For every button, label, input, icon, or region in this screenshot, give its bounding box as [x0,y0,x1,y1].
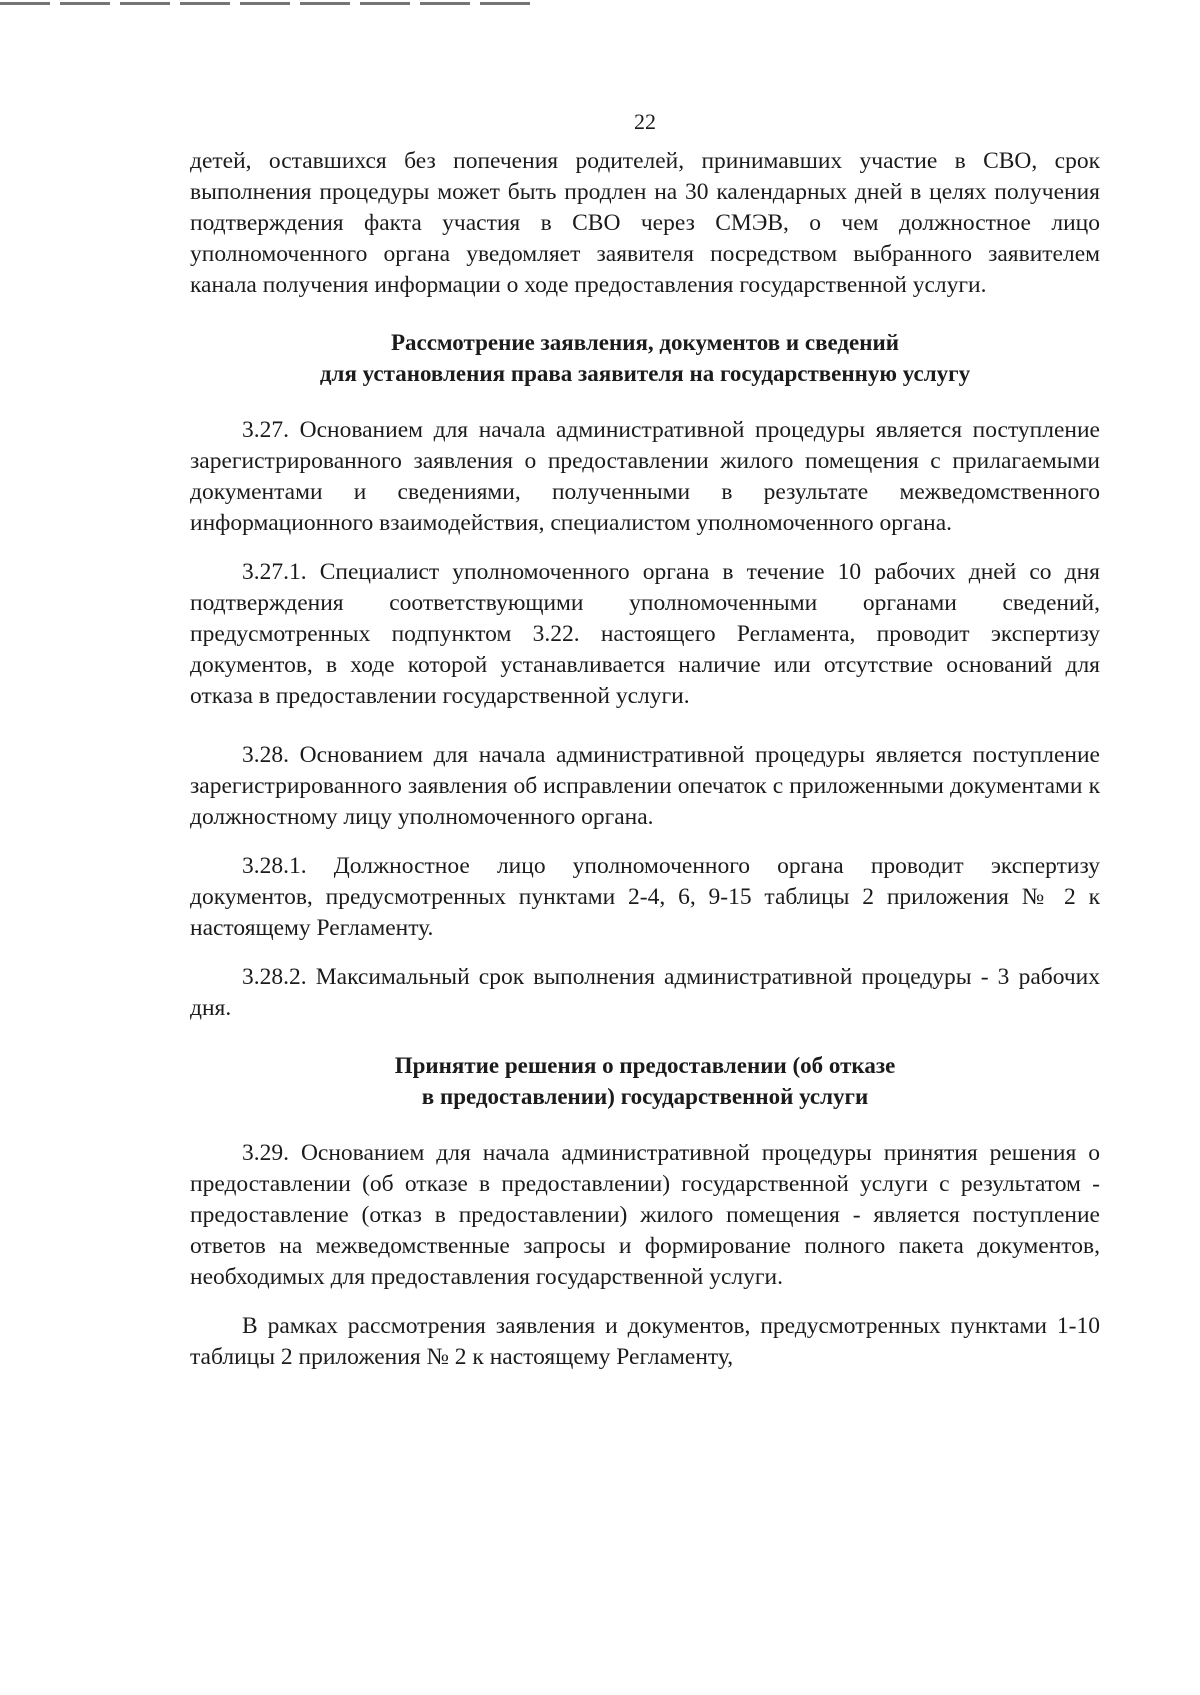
document-page [190,108,1100,1373]
scan-top-edge-line [0,2,540,5]
paragraph-3-27: 3.27. Основанием для начала административной процедуры является поступление зарегистрированного заявления о предоставлении жилого помещения с прилагаемыми документами и сведениями, полученными в результате межведомственного информационного взаимодействия, специалистом уполномоченного органа. [190,417,1100,536]
paragraph-3-28: 3.28. Основанием для начала административной процедуры является поступление зарегистрированного заявления об исправлении опечаток с приложенными документами к должностному лицу уполномоченного органа. [190,742,1100,830]
page-number: 22 [634,109,656,134]
section-heading-decision [190,1050,1100,1112]
paragraph-3-29: 3.29. Основанием для начала административной процедуры принятия решения о предоставлении (об отказе в предоставлении) государственной услуги с результатом - предоставление (отказ в предоставлении) жилого помещения - является поступление ответов на межведомственные запросы и формирование полного пакета документов, необходимых для предоставления государственной услуги. [190,1140,1100,1290]
section-heading-review [190,327,1100,389]
paragraph-3-28-1: 3.28.1. Должностное лицо уполномоченного органа проводит экспертизу документов, предусмотренных пунктами 2-4, 6, 9-15 таблицы 2 приложения № 2 к настоящему Регламенту. [190,853,1100,941]
section-heading-decision-line1: Принятие решения о предоставлении (об отказе [394,1053,896,1078]
paragraph-final: В рамках рассмотрения заявления и документов, предусмотренных пунктами 1-10 таблицы 2 приложения № 2 к настоящему Регламенту, [190,1313,1100,1370]
section-heading-review-line2: для установления права заявителя на государственную услугу [319,361,971,386]
paragraph-3-28-2: 3.28.2. Максимальный срок выполнения административной процедуры - 3 рабочих дня. [190,964,1100,1021]
section-heading-review-line1: Рассмотрение заявления, документов и сведений [390,330,900,355]
intro-paragraph: детей, оставшихся без попечения родителей, принимавших участие в СВО, срок выполнения процедуры может быть продлен на 30 календарных дней в целях получения подтверждения факта участия в СВО через СМЭВ, о чем должностное лицо уполномоченного органа уведомляет заявителя посредством выбранного заявителем канала получения информации о ходе предоставления государственной услуги. [190,148,1100,298]
paragraph-3-27-1: 3.27.1. Специалист уполномоченного органа в течение 10 рабочих дней со дня подтверждения соответствующими уполномоченными органами сведений, предусмотренных подпунктом 3.22. настоящего Регламента, проводит экспертизу документов, в ходе которой устанавливается наличие или отсутствие оснований для отказа в предоставлении государственной услуги. [190,559,1100,709]
section-heading-decision-line2: в предоставлении) государственной услуги [421,1084,869,1109]
